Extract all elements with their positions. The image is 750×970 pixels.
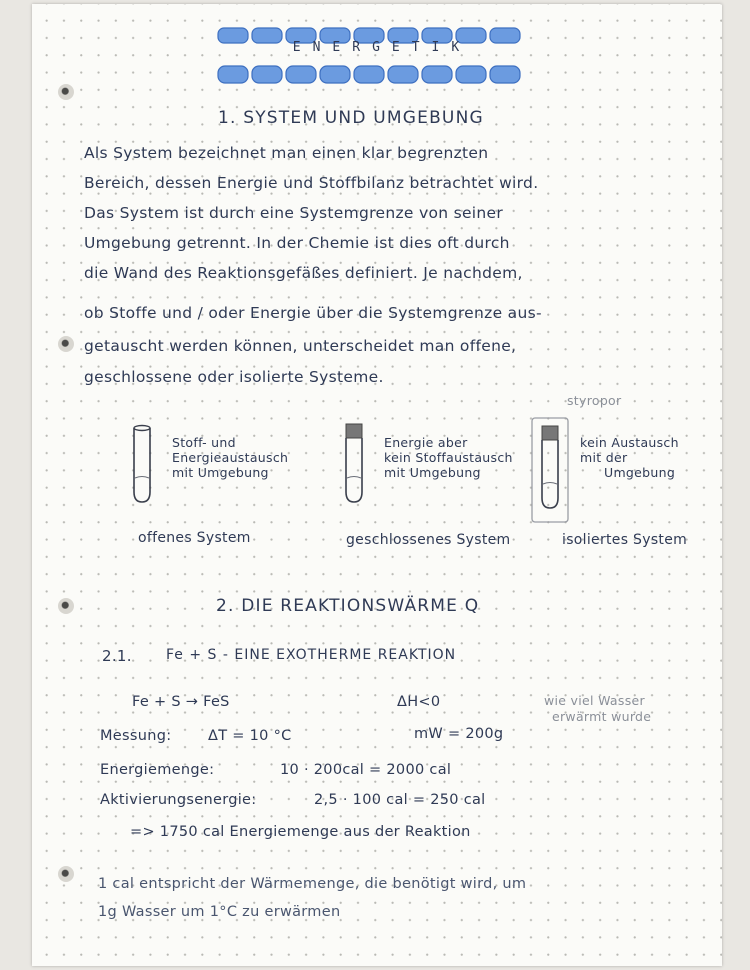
open-test-tube-icon: [130, 424, 154, 506]
definition-line: 1g Wasser um 1°C zu erwärmen: [98, 904, 341, 920]
water-mass: mW = 200g: [414, 726, 504, 742]
aktivierung-value: 2,5 · 100 cal = 250 cal: [314, 792, 486, 808]
punch-hole: [58, 866, 74, 882]
section1-line: geschlossene oder isolierte Systeme.: [84, 368, 384, 386]
tube-desc-line: Energie aber: [384, 435, 468, 450]
insulated-test-tube-icon: [530, 416, 570, 524]
tube-desc-line: mit der: [580, 450, 628, 465]
tube-desc-line: mit Umgebung: [384, 465, 481, 480]
section1-heading: 1. SYSTEM UND UMGEBUNG: [218, 108, 484, 128]
tube-desc-line: Energieaustausch: [172, 450, 289, 465]
tube-desc-line: mit Umgebung: [172, 465, 269, 480]
section1-line: Umgebung getrennt. In der Chemie ist dies oft durch: [84, 234, 510, 252]
title-bubble-letters: [212, 24, 552, 90]
energie-value: 10 · 200cal = 2000 cal: [280, 762, 452, 778]
tube-desc-line: Umgebung: [604, 465, 676, 480]
page-title: [212, 24, 552, 90]
section1-line: die Wand des Reaktionsgefäßes definiert. Je nachdem,: [84, 264, 523, 282]
open-system-label: offenes System: [138, 530, 251, 546]
energie-label: Energiemenge:: [100, 762, 215, 778]
messung-label: Messung:: [100, 728, 172, 744]
tube-desc-line: Stoff- und: [172, 435, 236, 450]
definition-line: 1 cal entspricht der Wärmemenge, die benötigt wird, um: [98, 876, 527, 892]
section1-line: Bereich, dessen Energie und Stoffbilanz betrachtet wird.: [84, 174, 539, 192]
tube-desc-line: kein Stoffaustausch: [384, 450, 513, 465]
styropor-label: styropor: [567, 393, 622, 408]
reaction-equation: Fe + S → FeS: [132, 694, 230, 710]
closed-test-tube-icon: [342, 422, 366, 506]
messung-value: ΔT = 10 °C: [208, 728, 292, 744]
section1-line: getauscht werden können, unterscheidet man offene,: [84, 337, 517, 355]
annotation-line: erwärmt wurde: [552, 709, 652, 724]
result-line: => 1750 cal Energiemenge aus der Reaktion: [130, 824, 471, 840]
annotation-line: wie viel Wasser: [544, 693, 645, 708]
tube-desc-line: kein Austausch: [580, 435, 679, 450]
closed-system-label: geschlossenes System: [346, 532, 511, 548]
subsection-title: Fe + S - EINE EXOTHERME REAKTION: [166, 647, 457, 663]
section1-line: Das System ist durch eine Systemgrenze von seiner: [84, 204, 504, 222]
punch-hole: [58, 598, 74, 614]
title-text: ENERGETIK: [292, 40, 472, 55]
aktivierung-label: Aktivierungsenergie:: [100, 792, 257, 808]
punch-hole: [58, 84, 74, 100]
subsection-number: 2.1.: [102, 647, 132, 665]
notebook-page: [32, 4, 722, 966]
punch-hole: [58, 336, 74, 352]
delta-h: ΔH<0: [397, 694, 441, 710]
section1-line: ob Stoffe und / oder Energie über die Systemgrenze aus-: [84, 304, 542, 322]
isolated-system-label: isoliertes System: [562, 532, 688, 548]
section2-heading: 2. DIE REAKTIONSWÄRME Q: [216, 596, 480, 616]
section1-line: Als System bezeichnet man einen klar begrenzten: [84, 144, 489, 162]
